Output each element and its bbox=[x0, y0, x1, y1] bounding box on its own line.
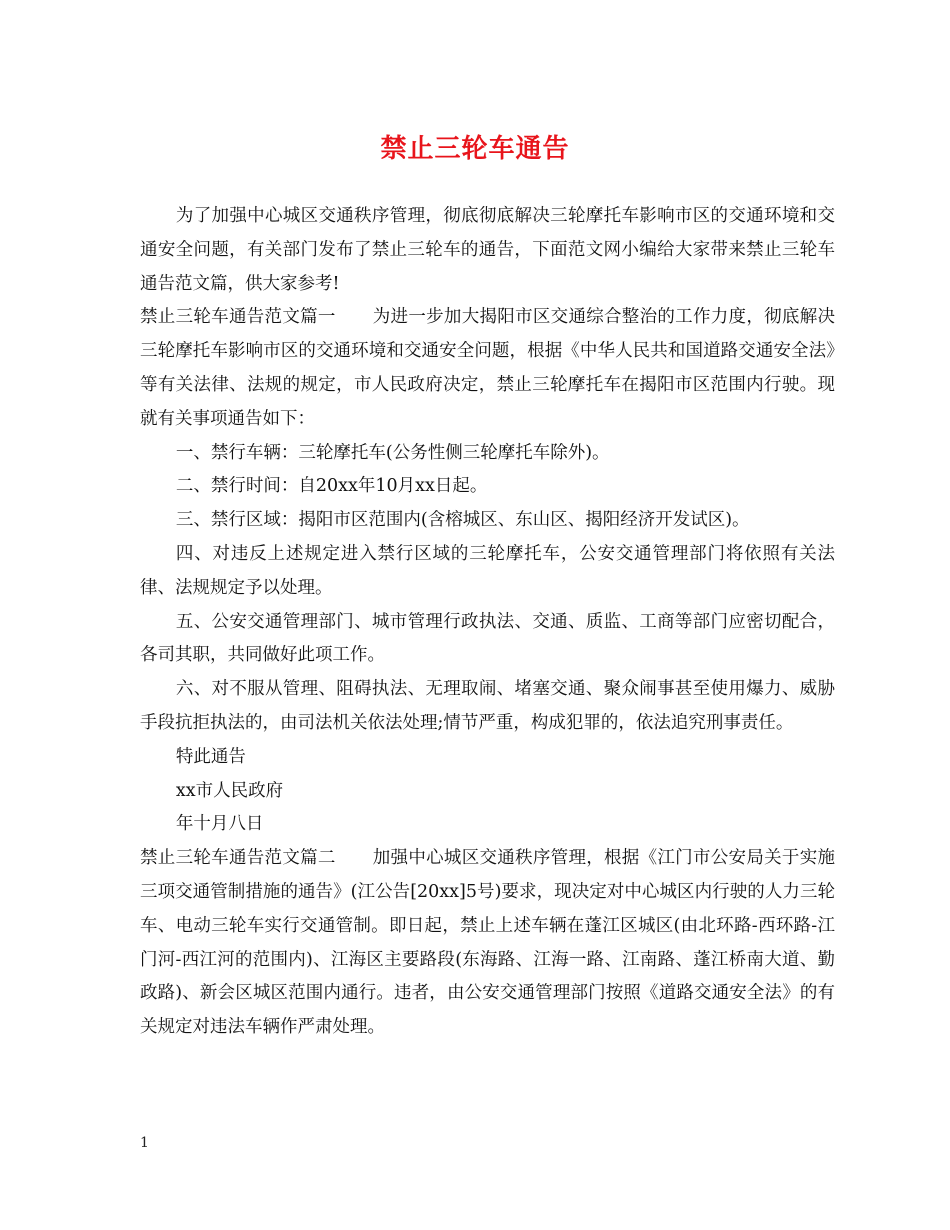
document-title: 禁止三轮车通告 bbox=[380, 134, 570, 164]
page-number: 1 bbox=[140, 1135, 149, 1151]
article-1-paragraph bbox=[140, 301, 835, 436]
intro-paragraph: 为了加强中心城区交通秩序管理，彻底彻底解决三轮摩托车影响市区的交通环境和交通安全问题，有关部门发布了禁止三轮车的通告，下面范文网小编给大家带来禁止三轮车 通告范文篇，供大家参考! bbox=[140, 206, 835, 294]
article-1-item-5: 五、公安交通管理部门、城市管理行政执法、交通、质监、工商等部门应密切配合，各司其职，共同做好此项工作。 bbox=[140, 611, 835, 666]
article-1-item-4: 四、对违反上述规定进入禁行区域的三轮摩托车，公安交通管理部门将依照有关法律、法规规定予以处理。 bbox=[140, 543, 835, 598]
article-1-item-3: 三、禁行区域：揭阳市区范围内(含榕城区、东山区、揭阳经济开发试区)。 bbox=[175, 510, 750, 531]
article-1-closing: 特此通告 bbox=[175, 746, 246, 767]
article-1-item-1: 一、禁行车辆：三轮摩托车(公务性侧三轮摩托车除外)。 bbox=[175, 442, 610, 463]
article-1-heading: 禁止三轮车通告范文篇一 bbox=[140, 307, 336, 328]
article-1-issuer: xx市人民政府 bbox=[175, 780, 284, 801]
article-2-lead: 加强中心城区交通秩序管理，根据《江门市公安局关于实施三项交通管制措施的通告》(江公告[20xx]5号)要求，现决定对中心城区内行驶的人力三轮车、电动三轮车实行交通管制。即日起，禁止上述车辆在蓬江区城区(由北环路-西环路-江门河-西江河的范围内)、江海区主要路段(东海路、江海一路、江南路、蓬江桥南大道、勤政路)、新会区城区范围内通行。违者，由公安交通管理部门按照《道路交通安全法》的有关规定对违法车辆作严肃处理。 bbox=[140, 848, 836, 1038]
article-1-item-2: 二、禁行时间：自20xx年10月xx日起。 bbox=[175, 476, 488, 497]
article-1-date: 年十月八日 bbox=[175, 814, 264, 835]
article-2-heading: 禁止三轮车通告范文篇二 bbox=[140, 848, 336, 869]
article-1-item-6: 六、对不服从管理、阻碍执法、无理取闹、堵塞交通、聚众闹事甚至使用爆力、威胁手段抗拒执法的，由司法机关依法处理;情节严重，构成犯罪的，依法追究刑事责任。 bbox=[140, 679, 835, 733]
document-body bbox=[140, 200, 835, 1045]
article-1-lead: 为进一步加大揭阳市区交通综合整治的工作力度，彻底解决三轮摩托车影响市区的交通环境和交通安全问题，根据《中华人民共和国道路交通安全法》等有关法律、法规的规定，市人民政府决定，禁止三轮摩托车在揭阳市区范围内行驶。现就有关事项通告如下： bbox=[140, 307, 836, 429]
article-2-paragraph bbox=[140, 842, 835, 1045]
